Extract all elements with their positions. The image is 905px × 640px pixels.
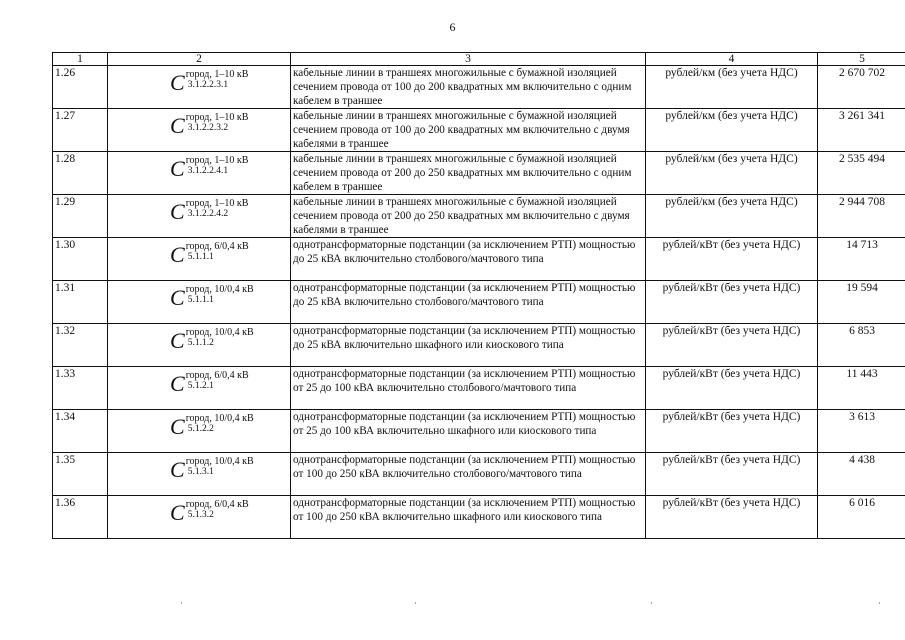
row-value: 2 944 708 [818, 195, 905, 238]
row-description: однотрансформаторные подстанции (за исключением РТП) мощностью от 25 до 100 кВА включительно столбового/мачтового типа [291, 367, 646, 410]
rate-formula [170, 456, 254, 481]
rate-formula-cell [108, 152, 291, 195]
formula-superscript: город, 1–10 кВ [185, 112, 249, 123]
row-description: кабельные линии в траншеях многожильные с бумажной изоляцией сечением провода от 200 до 250 квадратных мм включительно с одним кабелем в траншее [291, 152, 646, 195]
row-number: 1.30 [53, 238, 108, 281]
formula-superscript: город, 10/0,4 кВ [185, 456, 254, 467]
formula-superscript: город, 6/0,4 кВ [185, 370, 249, 381]
rate-formula [170, 112, 248, 137]
row-number: 1.31 [53, 281, 108, 324]
row-number: 1.32 [53, 324, 108, 367]
formula-subscript: 3.1.2.2.4.1 [187, 166, 229, 176]
tariff-table [52, 52, 905, 539]
formula-symbol: C [170, 156, 185, 181]
row-unit: рублей/кВт (без учета НДС) [646, 324, 818, 367]
table-row [53, 152, 905, 195]
row-description: кабельные линии в траншеях многожильные с бумажной изоляцией сечением провода от 100 до 200 квадратных мм включительно с одним кабелем в траншее [291, 66, 646, 109]
table-row [53, 238, 905, 281]
row-unit: рублей/км (без учета НДС) [646, 152, 818, 195]
rate-formula [170, 499, 249, 524]
row-value: 2 670 702 [818, 66, 905, 109]
row-number: 1.35 [53, 453, 108, 496]
table-row [53, 453, 905, 496]
rate-formula [170, 69, 248, 94]
header-col-2: 2 [108, 53, 291, 66]
scan-artifact-mark: · [878, 598, 881, 608]
table-header-row [53, 53, 905, 66]
formula-symbol: C [170, 70, 185, 95]
scan-artifact-mark: · [180, 598, 183, 608]
table-row [53, 367, 905, 410]
row-value: 2 535 494 [818, 152, 905, 195]
row-value: 4 438 [818, 453, 905, 496]
row-value: 3 613 [818, 410, 905, 453]
row-unit: рублей/кВт (без учета НДС) [646, 367, 818, 410]
row-value: 3 261 341 [818, 109, 905, 152]
formula-superscript: город, 10/0,4 кВ [185, 327, 254, 338]
formula-symbol: C [170, 113, 185, 138]
formula-subscript: 3.1.2.2.4.2 [187, 209, 229, 219]
row-number: 1.28 [53, 152, 108, 195]
rate-formula-cell [108, 496, 291, 539]
rate-formula-cell [108, 281, 291, 324]
formula-subscript: 5.1.2.2 [187, 424, 214, 434]
row-value: 14 713 [818, 238, 905, 281]
row-unit: рублей/км (без учета НДС) [646, 195, 818, 238]
row-description: однотрансформаторные подстанции (за исключением РТП) мощностью до 25 кВА включительно столбового/мачтового типа [291, 281, 646, 324]
row-value: 6 853 [818, 324, 905, 367]
row-number: 1.33 [53, 367, 108, 410]
formula-symbol: C [170, 371, 185, 396]
formula-symbol: C [170, 500, 185, 525]
row-number: 1.27 [53, 109, 108, 152]
table-row [53, 195, 905, 238]
page-number: 6 [449, 20, 456, 34]
rate-formula [170, 413, 254, 438]
formula-superscript: город, 1–10 кВ [185, 69, 249, 80]
row-description: кабельные линии в траншеях многожильные с бумажной изоляцией сечением провода от 100 до 200 квадратных мм включительно с двумя кабелями в траншее [291, 109, 646, 152]
formula-superscript: город, 10/0,4 кВ [185, 413, 254, 424]
row-description: однотрансформаторные подстанции (за исключением РТП) мощностью до 25 кВА включительно шкафного или киоскового типа [291, 324, 646, 367]
rate-formula [170, 241, 249, 266]
row-description: кабельные линии в траншеях многожильные с бумажной изоляцией сечением провода от 200 до 250 квадратных мм включительно с двумя кабелями в траншее [291, 195, 646, 238]
row-unit: рублей/кВт (без учета НДС) [646, 281, 818, 324]
table-row [53, 496, 905, 539]
rate-formula [170, 198, 248, 223]
header-col-5: 5 [818, 53, 905, 66]
scan-artifact-mark: · [414, 598, 417, 608]
table-row [53, 281, 905, 324]
row-number: 1.36 [53, 496, 108, 539]
scan-artifact-mark: · [650, 598, 653, 608]
formula-superscript: город, 10/0,4 кВ [185, 284, 254, 295]
rate-formula-cell [108, 66, 291, 109]
table-row [53, 66, 905, 109]
formula-superscript: город, 1–10 кВ [185, 198, 249, 209]
table-row [53, 324, 905, 367]
formula-subscript: 5.1.3.1 [187, 467, 214, 477]
row-value: 6 016 [818, 496, 905, 539]
rate-formula-cell [108, 410, 291, 453]
rate-formula [170, 284, 254, 309]
header-col-3: 3 [291, 53, 646, 66]
table-row [53, 109, 905, 152]
formula-subscript: 5.1.3.2 [187, 510, 214, 520]
row-unit: рублей/кВт (без учета НДС) [646, 453, 818, 496]
row-unit: рублей/км (без учета НДС) [646, 109, 818, 152]
rate-formula [170, 155, 248, 180]
table-body [53, 66, 905, 539]
row-value: 19 594 [818, 281, 905, 324]
row-unit: рублей/км (без учета НДС) [646, 66, 818, 109]
formula-symbol: C [170, 242, 185, 267]
formula-symbol: C [170, 199, 185, 224]
row-description: однотрансформаторные подстанции (за исключением РТП) мощностью от 100 до 250 кВА включительно столбового/мачтового типа [291, 453, 646, 496]
header-col-4: 4 [646, 53, 818, 66]
rate-formula-cell [108, 367, 291, 410]
row-unit: рублей/кВт (без учета НДС) [646, 410, 818, 453]
row-description: однотрансформаторные подстанции (за исключением РТП) мощностью от 25 до 100 кВА включительно шкафного или киоскового типа [291, 410, 646, 453]
rate-formula-cell [108, 238, 291, 281]
formula-subscript: 3.1.2.2.3.2 [187, 123, 229, 133]
formula-symbol: C [170, 414, 185, 439]
rate-formula-cell [108, 324, 291, 367]
formula-superscript: город, 6/0,4 кВ [185, 241, 249, 252]
formula-subscript: 3.1.2.2.3.1 [187, 80, 229, 90]
row-description: однотрансформаторные подстанции (за исключением РТП) мощностью от 100 до 250 кВА включительно шкафного или киоскового типа [291, 496, 646, 539]
row-unit: рублей/кВт (без учета НДС) [646, 496, 818, 539]
formula-subscript: 5.1.2.1 [187, 381, 214, 391]
formula-subscript: 5.1.1.2 [187, 338, 214, 348]
row-number: 1.34 [53, 410, 108, 453]
formula-symbol: C [170, 285, 185, 310]
rate-formula-cell [108, 195, 291, 238]
rate-formula-cell [108, 109, 291, 152]
row-number: 1.29 [53, 195, 108, 238]
table-row [53, 410, 905, 453]
rate-formula [170, 370, 249, 395]
formula-superscript: город, 1–10 кВ [185, 155, 249, 166]
formula-subscript: 5.1.1.1 [187, 252, 214, 262]
formula-superscript: город, 6/0,4 кВ [185, 499, 249, 510]
rate-formula-cell [108, 453, 291, 496]
formula-symbol: C [170, 457, 185, 482]
formula-symbol: C [170, 328, 185, 353]
header-col-1: 1 [53, 53, 108, 66]
row-unit: рублей/кВт (без учета НДС) [646, 238, 818, 281]
rate-formula [170, 327, 254, 352]
row-description: однотрансформаторные подстанции (за исключением РТП) мощностью до 25 кВА включительно столбового/мачтового типа [291, 238, 646, 281]
row-value: 11 443 [818, 367, 905, 410]
formula-subscript: 5.1.1.1 [187, 295, 214, 305]
row-number: 1.26 [53, 66, 108, 109]
